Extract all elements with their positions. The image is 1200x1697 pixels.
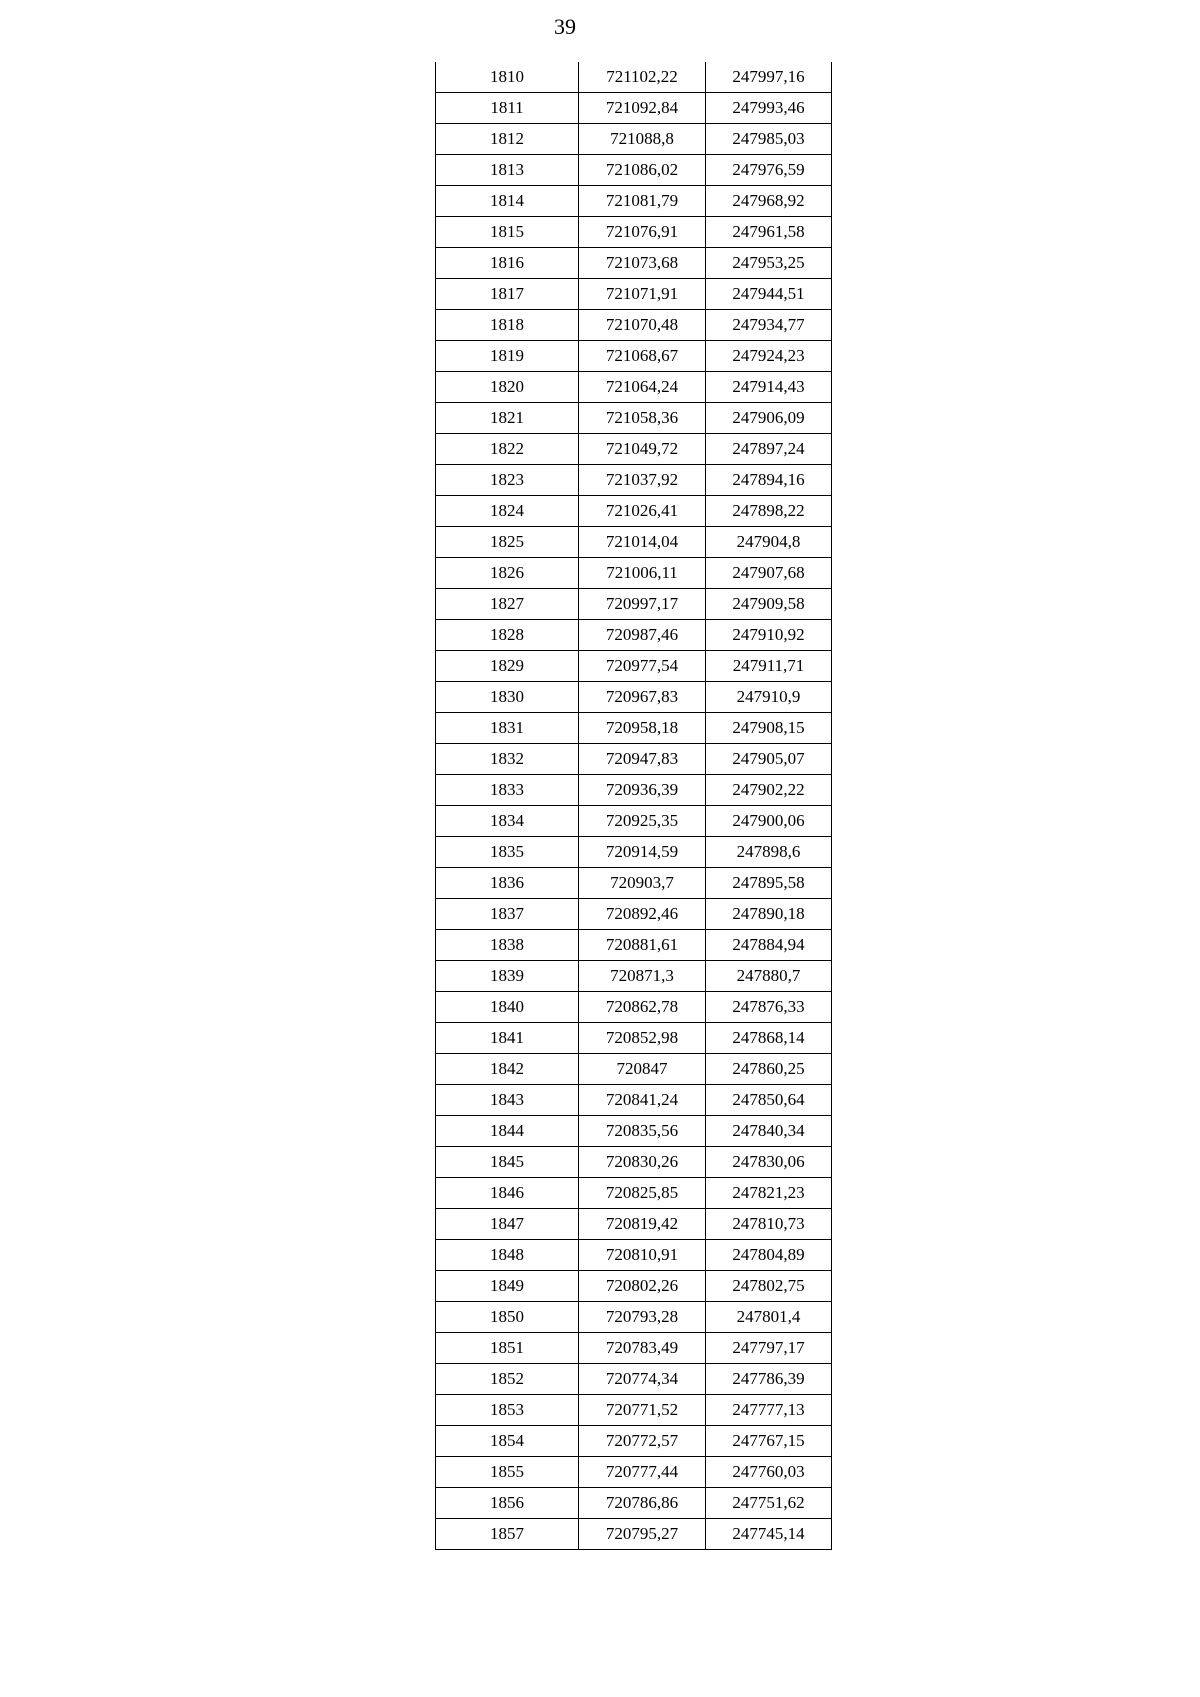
point-number-cell: 1819: [436, 341, 579, 372]
table-row: [436, 1023, 832, 1054]
y-coordinate-cell: 247968,92: [706, 186, 832, 217]
point-number-cell: 1853: [436, 1395, 579, 1426]
y-coordinate-cell: 247821,23: [706, 1178, 832, 1209]
y-coordinate-cell: 247884,94: [706, 930, 832, 961]
point-number-cell: 1825: [436, 527, 579, 558]
x-coordinate-cell: 720830,26: [579, 1147, 706, 1178]
table-row: [436, 1240, 832, 1271]
point-number-cell: 1821: [436, 403, 579, 434]
table-row: [436, 1395, 832, 1426]
point-number-cell: 1810: [436, 62, 579, 93]
x-coordinate-cell: 721076,91: [579, 217, 706, 248]
x-coordinate-cell: 720825,85: [579, 1178, 706, 1209]
table-row: [436, 992, 832, 1023]
x-coordinate-cell: 720936,39: [579, 775, 706, 806]
table-row: [436, 1178, 832, 1209]
y-coordinate-cell: 247830,06: [706, 1147, 832, 1178]
x-coordinate-cell: 720903,7: [579, 868, 706, 899]
y-coordinate-cell: 247804,89: [706, 1240, 832, 1271]
x-coordinate-cell: 720947,83: [579, 744, 706, 775]
y-coordinate-cell: 247895,58: [706, 868, 832, 899]
table-row: [436, 186, 832, 217]
y-coordinate-cell: 247910,92: [706, 620, 832, 651]
point-number-cell: 1817: [436, 279, 579, 310]
x-coordinate-cell: 720977,54: [579, 651, 706, 682]
y-coordinate-cell: 247786,39: [706, 1364, 832, 1395]
table-row: [436, 310, 832, 341]
x-coordinate-cell: 720774,34: [579, 1364, 706, 1395]
point-number-cell: 1824: [436, 496, 579, 527]
point-number-cell: 1836: [436, 868, 579, 899]
x-coordinate-cell: 721092,84: [579, 93, 706, 124]
table-row: [436, 744, 832, 775]
y-coordinate-cell: 247924,23: [706, 341, 832, 372]
y-coordinate-cell: 247868,14: [706, 1023, 832, 1054]
table-row: [436, 1085, 832, 1116]
table-row: [436, 1457, 832, 1488]
point-number-cell: 1842: [436, 1054, 579, 1085]
x-coordinate-cell: 720802,26: [579, 1271, 706, 1302]
x-coordinate-cell: 720914,59: [579, 837, 706, 868]
x-coordinate-cell: 721006,11: [579, 558, 706, 589]
table-row: [436, 775, 832, 806]
point-number-cell: 1839: [436, 961, 579, 992]
table-row: [436, 1426, 832, 1457]
table-row: [436, 806, 832, 837]
y-coordinate-cell: 247898,22: [706, 496, 832, 527]
table-row: [436, 372, 832, 403]
point-number-cell: 1832: [436, 744, 579, 775]
y-coordinate-cell: 247906,09: [706, 403, 832, 434]
x-coordinate-cell: 720841,24: [579, 1085, 706, 1116]
point-number-cell: 1852: [436, 1364, 579, 1395]
point-number-cell: 1833: [436, 775, 579, 806]
y-coordinate-cell: 247961,58: [706, 217, 832, 248]
table-row: [436, 155, 832, 186]
x-coordinate-cell: 720835,56: [579, 1116, 706, 1147]
y-coordinate-cell: 247880,7: [706, 961, 832, 992]
x-coordinate-cell: 720783,49: [579, 1333, 706, 1364]
table-row: [436, 899, 832, 930]
table-row: [436, 1364, 832, 1395]
table-row: [436, 713, 832, 744]
point-number-cell: 1845: [436, 1147, 579, 1178]
table-row: [436, 589, 832, 620]
y-coordinate-cell: 247840,34: [706, 1116, 832, 1147]
x-coordinate-cell: 721037,92: [579, 465, 706, 496]
x-coordinate-cell: 720793,28: [579, 1302, 706, 1333]
table-row: [436, 651, 832, 682]
point-number-cell: 1816: [436, 248, 579, 279]
point-number-cell: 1857: [436, 1519, 579, 1550]
y-coordinate-cell: 247934,77: [706, 310, 832, 341]
table-row: [436, 868, 832, 899]
y-coordinate-cell: 247897,24: [706, 434, 832, 465]
table-row: [436, 1054, 832, 1085]
y-coordinate-cell: 247894,16: [706, 465, 832, 496]
x-coordinate-cell: 721086,02: [579, 155, 706, 186]
table-row: [436, 837, 832, 868]
x-coordinate-cell: 720862,78: [579, 992, 706, 1023]
point-number-cell: 1835: [436, 837, 579, 868]
x-coordinate-cell: 721081,79: [579, 186, 706, 217]
point-number-cell: 1854: [436, 1426, 579, 1457]
y-coordinate-cell: 247751,62: [706, 1488, 832, 1519]
x-coordinate-cell: 721068,67: [579, 341, 706, 372]
y-coordinate-cell: 247767,15: [706, 1426, 832, 1457]
x-coordinate-cell: 720847: [579, 1054, 706, 1085]
point-number-cell: 1834: [436, 806, 579, 837]
y-coordinate-cell: 247908,15: [706, 713, 832, 744]
table-row: [436, 620, 832, 651]
table-row: [436, 1302, 832, 1333]
point-number-cell: 1848: [436, 1240, 579, 1271]
y-coordinate-cell: 247801,4: [706, 1302, 832, 1333]
y-coordinate-cell: 247745,14: [706, 1519, 832, 1550]
table-row: [436, 403, 832, 434]
table-row: [436, 62, 832, 93]
x-coordinate-cell: 721014,04: [579, 527, 706, 558]
point-number-cell: 1840: [436, 992, 579, 1023]
point-number-cell: 1814: [436, 186, 579, 217]
x-coordinate-cell: 720772,57: [579, 1426, 706, 1457]
x-coordinate-cell: 721073,68: [579, 248, 706, 279]
point-number-cell: 1815: [436, 217, 579, 248]
point-number-cell: 1855: [436, 1457, 579, 1488]
page-number: 39: [554, 14, 576, 39]
table-row: [436, 682, 832, 713]
point-number-cell: 1846: [436, 1178, 579, 1209]
y-coordinate-cell: 247976,59: [706, 155, 832, 186]
y-coordinate-cell: 247944,51: [706, 279, 832, 310]
point-number-cell: 1847: [436, 1209, 579, 1240]
x-coordinate-cell: 720786,86: [579, 1488, 706, 1519]
x-coordinate-cell: 721088,8: [579, 124, 706, 155]
point-number-cell: 1838: [436, 930, 579, 961]
y-coordinate-cell: 247905,07: [706, 744, 832, 775]
x-coordinate-cell: 720881,61: [579, 930, 706, 961]
y-coordinate-cell: 247898,6: [706, 837, 832, 868]
point-number-cell: 1831: [436, 713, 579, 744]
x-coordinate-cell: 720871,3: [579, 961, 706, 992]
y-coordinate-cell: 247777,13: [706, 1395, 832, 1426]
table-row: [436, 1209, 832, 1240]
table-row: [436, 1147, 832, 1178]
point-number-cell: 1837: [436, 899, 579, 930]
point-number-cell: 1820: [436, 372, 579, 403]
y-coordinate-cell: 247904,8: [706, 527, 832, 558]
table-row: [436, 527, 832, 558]
point-number-cell: 1829: [436, 651, 579, 682]
x-coordinate-cell: 721102,22: [579, 62, 706, 93]
y-coordinate-cell: 247850,64: [706, 1085, 832, 1116]
coordinates-table-body: [436, 62, 832, 1550]
x-coordinate-cell: 720987,46: [579, 620, 706, 651]
x-coordinate-cell: 720925,35: [579, 806, 706, 837]
x-coordinate-cell: 721071,91: [579, 279, 706, 310]
point-number-cell: 1830: [436, 682, 579, 713]
x-coordinate-cell: 721026,41: [579, 496, 706, 527]
table-row: [436, 1519, 832, 1550]
point-number-cell: 1812: [436, 124, 579, 155]
x-coordinate-cell: 720892,46: [579, 899, 706, 930]
y-coordinate-cell: 247797,17: [706, 1333, 832, 1364]
y-coordinate-cell: 247993,46: [706, 93, 832, 124]
point-number-cell: 1822: [436, 434, 579, 465]
table-row: [436, 217, 832, 248]
point-number-cell: 1851: [436, 1333, 579, 1364]
point-number-cell: 1818: [436, 310, 579, 341]
y-coordinate-cell: 247910,9: [706, 682, 832, 713]
y-coordinate-cell: 247900,06: [706, 806, 832, 837]
point-number-cell: 1843: [436, 1085, 579, 1116]
table-row: [436, 930, 832, 961]
coordinates-table: [435, 62, 832, 1550]
table-row: [436, 341, 832, 372]
point-number-cell: 1813: [436, 155, 579, 186]
y-coordinate-cell: 247909,58: [706, 589, 832, 620]
y-coordinate-cell: 247902,22: [706, 775, 832, 806]
x-coordinate-cell: 720777,44: [579, 1457, 706, 1488]
point-number-cell: 1841: [436, 1023, 579, 1054]
y-coordinate-cell: 247860,25: [706, 1054, 832, 1085]
table-row: [436, 1271, 832, 1302]
table-row: [436, 558, 832, 589]
x-coordinate-cell: 721070,48: [579, 310, 706, 341]
y-coordinate-cell: 247911,71: [706, 651, 832, 682]
y-coordinate-cell: 247985,03: [706, 124, 832, 155]
y-coordinate-cell: 247876,33: [706, 992, 832, 1023]
table-row: [436, 248, 832, 279]
y-coordinate-cell: 247760,03: [706, 1457, 832, 1488]
y-coordinate-cell: 247914,43: [706, 372, 832, 403]
x-coordinate-cell: 720967,83: [579, 682, 706, 713]
point-number-cell: 1827: [436, 589, 579, 620]
point-number-cell: 1856: [436, 1488, 579, 1519]
y-coordinate-cell: 247953,25: [706, 248, 832, 279]
x-coordinate-cell: 720997,17: [579, 589, 706, 620]
table-row: [436, 496, 832, 527]
point-number-cell: 1811: [436, 93, 579, 124]
table-row: [436, 961, 832, 992]
x-coordinate-cell: 720771,52: [579, 1395, 706, 1426]
x-coordinate-cell: 720958,18: [579, 713, 706, 744]
y-coordinate-cell: 247802,75: [706, 1271, 832, 1302]
table-row: [436, 1488, 832, 1519]
x-coordinate-cell: 720852,98: [579, 1023, 706, 1054]
point-number-cell: 1844: [436, 1116, 579, 1147]
x-coordinate-cell: 720819,42: [579, 1209, 706, 1240]
y-coordinate-cell: 247907,68: [706, 558, 832, 589]
point-number-cell: 1850: [436, 1302, 579, 1333]
table-row: [436, 1333, 832, 1364]
x-coordinate-cell: 720810,91: [579, 1240, 706, 1271]
y-coordinate-cell: 247997,16: [706, 62, 832, 93]
point-number-cell: 1828: [436, 620, 579, 651]
table-row: [436, 1116, 832, 1147]
table-row: [436, 279, 832, 310]
table-row: [436, 124, 832, 155]
table-row: [436, 93, 832, 124]
x-coordinate-cell: 721049,72: [579, 434, 706, 465]
x-coordinate-cell: 721058,36: [579, 403, 706, 434]
x-coordinate-cell: 721064,24: [579, 372, 706, 403]
y-coordinate-cell: 247890,18: [706, 899, 832, 930]
table-row: [436, 434, 832, 465]
point-number-cell: 1826: [436, 558, 579, 589]
table-row: [436, 465, 832, 496]
point-number-cell: 1823: [436, 465, 579, 496]
x-coordinate-cell: 720795,27: [579, 1519, 706, 1550]
y-coordinate-cell: 247810,73: [706, 1209, 832, 1240]
point-number-cell: 1849: [436, 1271, 579, 1302]
